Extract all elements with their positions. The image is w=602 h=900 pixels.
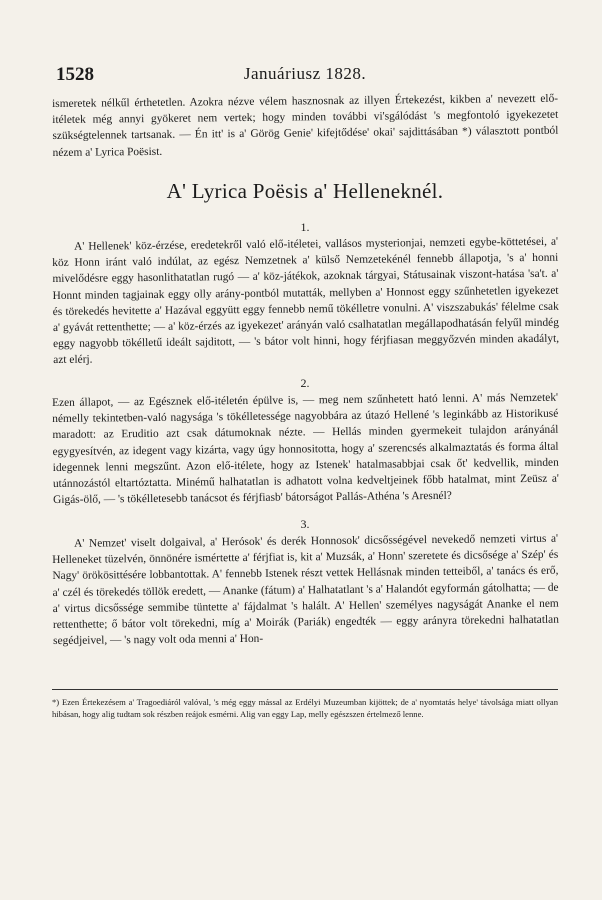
page-header: [52, 64, 558, 86]
section-number-2: 2.: [300, 376, 310, 391]
page-number: 1528: [56, 64, 94, 85]
footnote: *) Ezen Értekezésem a' Tragoediáról valóval, 's még eggy mással az Erdélyi Muzeumban kijöttek; de a' nyomtatás helye' távolsága miatt ollyan hibásan, hogy alig tudtam sok részben reájok esmérni. Alig van eggy Lap, melly egészszen értelmező lenne.: [52, 697, 558, 720]
section-paragraph-2: Ezen állapot, — az Egésznek elő-itéletén épülve is, — meg nem szűnhetett ható lenni. A' más Nemzetek' némelly tekintetben-való nagysága 's tökélletessége nagyobbára az útazó Hellené 's leginkább az Historikusé maradott: az Eruditio azt csak dátumoknak nézte. — Hellás minden gyermekeit tulajdon arányánál egygyesítvén, az idegent vagy kizárta, vagy úgy honnositotta, hogy a' szerencsés alkalmaztatás és forma által idegennek lenni megszűnt. Azon elő-itélete, hogy az Istenek' hatalmasabbjai csak őt' kedvellik, minden utánnozástól eltartóztatta. Minémű halhatatlan is adhatott volna kedveltjeinek főbb hatalmat, mint Zeüsz a' Gigás-ölő, — 's tökélletesebb tanácsot és férjfiasb' bátorságot Pallás-Athéna 's Aresnél?: [52, 392, 559, 507]
footnote-divider: [52, 689, 558, 690]
section-number-1: 1.: [300, 219, 310, 234]
section-number-3: 3.: [300, 516, 310, 531]
article-title: A' Lyrica Poësis a' Helleneknél.: [166, 178, 444, 203]
running-title: Januáriusz 1828.: [243, 64, 367, 83]
section-paragraph-3: A' Nemzet' viselt dolgaival, a' Herósok' és derék Honnosok' dicsősségével nevekedő nemzeti virtus a' Helleneket tüzelvén, önnönére ismértette a' férjfiat is, kit a' Muzsák, a' Honn' szeretete és dicsősége a' Szép' és Nagy' örökösittésére lobbantottak. A' fennebb Istenek részt vettek Hellásnak minden tetteiből, a' tanács és erő, a' czél és törekedés töllök eredett, — Ananke (fátum) a' Halhatatlant 's a' Halandót egyformán gátolhatta; — de a' virtus dicsőssége semmibe tüntette a' fájdalmat 's halált. A' Hellen' személyes nagyságát Ananke el nem rettenthette; ő bátor volt törekedni, míg a' Moirák (Pariák) engedték — eggy arányra törekedni halhatatlan segédjeivel, — 's nagy volt oda menni a' Hon-: [52, 532, 559, 648]
section-paragraph-1: A' Hellenek' köz-érzése, eredetekről való elő-itéletei, vallásos mysterionjai, nemzeti egybe-köttetései, a' köz Honn iránt való indúlat, az egész Nemzetnek a' külső Nemzetekénél fennebb állapotja, 's a' honni mivelődésre eggy hasonlithatatlan rugó — a' köz-játékok, azoknak tárgyai, Státusainak viszont-hatása 'sa't. a' Honnt minden tagjainak eggy olly arány-pontból mutatták, mellyben a' Honnost eggy szűnhetetlen igyekezet és törekedés hevitette a' Hazával eggyütt eggy fennebb nemű tökélletre vonulni. A' viszszabukás' félelme csak a' gyávát rettenthette; — a' köz-érzés az igyekezet' arányán való csalhatatlan megállapodhatásán felyűl mindég eggy nagyobb tökélletű ideált sajditott, — 's bátor volt hinni, hogy férjfiasan meggyőzvén minden akadályt, azt elérj.: [52, 235, 560, 367]
intro-paragraph: ismeretek nélkűl érthetetlen. Azokra nézve vélem hasznosnak az illyen Értekezést, kikben a' nevezett elő-itéletek még annyi gyökeret nem vertek; hogy minden további vi'sgálódást 's megfontoló igyekezetet szükségtelennek tartsanak. — Én itt' is a' Görög Genie' kifejtődése' okai' sajdittásában *) választott pontból nézem a' Lyrica Poësist.: [52, 92, 559, 159]
